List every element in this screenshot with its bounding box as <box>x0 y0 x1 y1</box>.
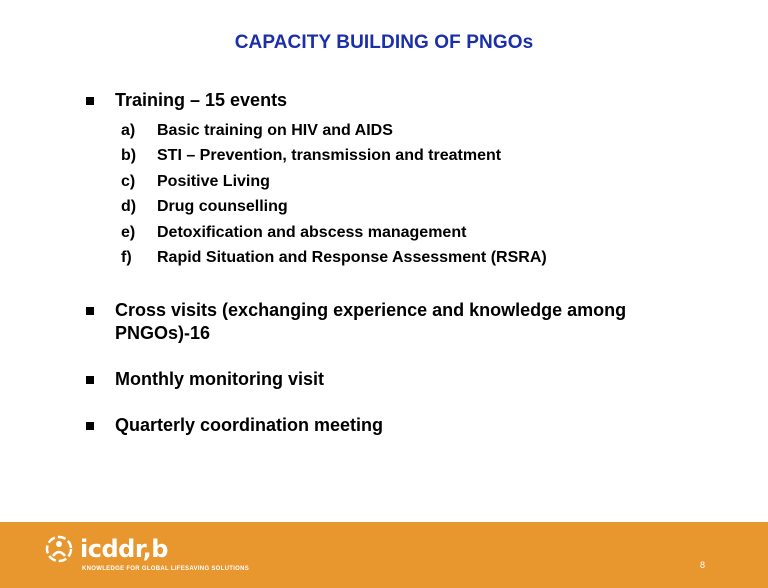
logo-tagline: KNOWLEDGE FOR GLOBAL LIFESAVING SOLUTIONS <box>82 566 250 572</box>
list-item-marker: f) <box>121 249 132 267</box>
list-item <box>121 220 547 245</box>
list-item-marker: b) <box>121 147 137 165</box>
organization-emblem-icon <box>44 534 74 564</box>
icddrb-logo <box>44 534 168 564</box>
page-number: 8 <box>700 560 706 570</box>
bullet-monitoring <box>86 368 705 391</box>
square-bullet-icon <box>86 376 94 384</box>
bullet-coordination <box>86 414 705 437</box>
list-item-text: Basic training on HIV and AIDS <box>157 122 393 139</box>
list-item-marker: e) <box>121 223 136 241</box>
list-item-text: Rapid Situation and Response Assessment (RSRA) <box>157 249 547 267</box>
list-item-marker: c) <box>121 172 136 190</box>
list-item-text: Drug counselling <box>157 198 288 216</box>
list-item-text: Detoxification and abscess management <box>157 223 467 241</box>
square-bullet-icon <box>86 97 94 105</box>
bullet-cross-visits <box>86 299 705 345</box>
list-item <box>121 169 547 194</box>
slide-title: CAPACITY BUILDING OF PNGOs <box>234 32 534 53</box>
logo-text: icddr,b <box>80 535 168 563</box>
list-item <box>121 143 547 168</box>
bullet-text: Cross visits (exchanging experience and knowledge among PNGOs)-16 <box>115 300 627 343</box>
list-item-text: STI – Prevention, transmission and treatment <box>157 147 502 165</box>
bullet-text: Training – 15 events <box>115 90 288 110</box>
training-sublist <box>121 118 547 270</box>
square-bullet-icon <box>86 307 94 315</box>
bullet-text: Quarterly coordination meeting <box>115 415 384 435</box>
square-bullet-icon <box>86 422 94 430</box>
list-item <box>121 245 547 270</box>
list-item-text: Positive Living <box>157 172 270 190</box>
list-item-marker: d) <box>121 198 137 216</box>
bullet-training <box>86 89 705 112</box>
list-item-marker: a) <box>121 122 136 139</box>
list-item <box>121 118 547 143</box>
list-item <box>121 194 547 219</box>
bullet-text: Monthly monitoring visit <box>115 369 324 389</box>
